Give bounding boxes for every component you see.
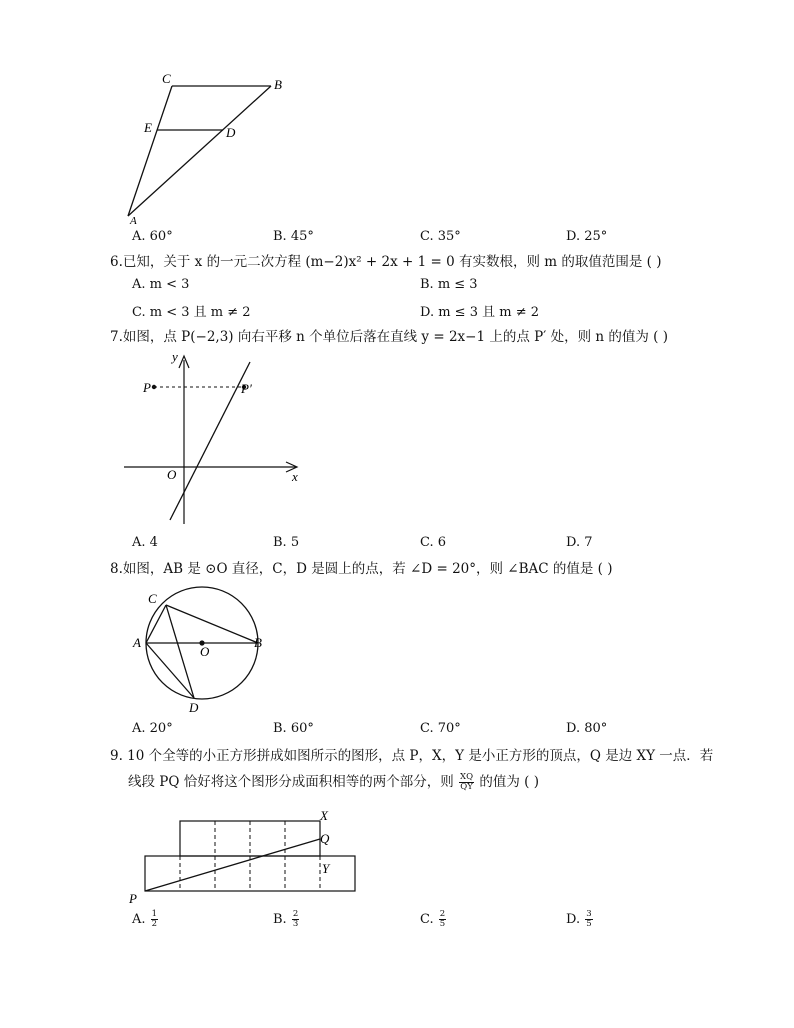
q5-option-d[interactable]: D. 25° [566,229,608,244]
q7-option-c[interactable]: C. 6 [420,535,447,550]
q9-stem-line2 [128,773,539,792]
q9-stem-line2-before: 线段 PQ 恰好将这个图形分成面积相等的两个部分，则 [128,774,454,790]
q5-option-a[interactable]: A. 60° [132,229,173,244]
label-e: E [144,120,152,135]
point-p [152,385,156,389]
q8-option-a[interactable]: A. 20° [132,721,173,736]
q9-option-a-num: 1 [151,909,158,919]
q8-figure-svg [128,582,278,718]
q9-option-d-den: 5 [586,919,592,929]
q5-option-c[interactable]: C. 35° [420,229,461,244]
chord-cb [166,605,258,643]
q6-option-a[interactable]: A. m < 3 [132,277,190,292]
q6-option-b[interactable]: B. m ≤ 3 [420,277,478,292]
q9-option-b-prefix: B. [273,912,287,927]
q6-stem: 6.已知，关于 x 的一元二次方程 (m−2)x² + 2x + 1 = 0 有实数根，则 m 的取值范围是 ( ) [110,254,662,270]
q9-option-c-num: 2 [439,909,446,919]
q8-stem: 8.如图，AB 是 ⊙O 直径，C，D 是圆上的点，若 ∠D = 20°，则 ∠BAC 的值是 ( ) [110,561,613,577]
q8-figure [128,582,278,718]
q7-stem: 7.如图，点 P(−2,3) 向右平移 n 个单位后落在直线 y = 2x−1 上的点 P′ 处，则 n 的值为 ( ) [110,329,668,345]
q5-figure [120,66,300,226]
label-p: P [143,380,151,395]
q7-option-a[interactable]: A. 4 [132,535,158,550]
label-a: A [130,215,137,226]
q9-option-c-den: 5 [439,919,446,929]
label-p: P [129,891,137,906]
q9-option-a[interactable] [132,910,159,929]
label-c: C [162,71,171,86]
q9-option-d-num: 3 [586,909,592,919]
q9-stem-line1: 9. 10 个全等的小正方形拼成如图所示的图形，点 P，X，Y 是小正方形的顶点，Q 是边 XY 一点．若 [110,748,714,764]
q9-figure-svg [126,806,366,910]
q9-option-d-prefix: D. [566,912,581,927]
q9-frac-num: XQ [460,772,474,782]
q9-figure [126,806,366,910]
label-q: Q [320,831,330,846]
label-c: C [148,591,157,606]
q7-option-b[interactable]: B. 5 [273,535,300,550]
label-b: B [274,77,282,92]
q9-option-c[interactable] [420,910,447,929]
label-d: D [226,125,236,140]
q9-frac-den: QY [460,782,473,792]
label-y: y [172,349,178,364]
q9-option-b-num: 2 [292,909,299,919]
q9-option-a-den: 2 [151,919,158,929]
q9-option-b[interactable] [273,910,300,929]
q9-stem-fraction [459,773,474,792]
q9-option-a-prefix: A. [132,912,146,927]
q9-stem-line2-after: 的值为 ( ) [479,774,539,790]
q7-figure [120,348,310,528]
q7-option-d[interactable]: D. 7 [566,535,593,550]
label-x: X [320,808,328,823]
label-o: O [167,467,177,482]
q6-option-c[interactable]: C. m < 3 且 m ≠ 2 [132,305,251,320]
q5-option-b[interactable]: B. 45° [273,229,314,244]
line-y-2x-minus-1 [170,362,250,520]
segment-pq [145,839,320,891]
label-x: x [292,469,298,484]
label-a: A [133,635,141,650]
label-y: Y [322,861,330,876]
q9-option-d[interactable] [566,910,594,929]
q9-option-b-den: 3 [292,919,299,929]
q8-option-c[interactable]: C. 70° [420,721,461,736]
q5-figure-svg [120,66,300,226]
label-d: D [189,700,199,715]
label-p-prime: P′ [241,381,252,396]
q8-option-b[interactable]: B. 60° [273,721,314,736]
label-o: O [200,644,210,659]
chord-cd [166,605,194,698]
q7-figure-svg [120,348,310,528]
q6-option-d[interactable]: D. m ≤ 3 且 m ≠ 2 [420,305,539,320]
q9-option-c-prefix: C. [420,912,434,927]
label-b: B [254,635,262,650]
q8-option-d[interactable]: D. 80° [566,721,608,736]
